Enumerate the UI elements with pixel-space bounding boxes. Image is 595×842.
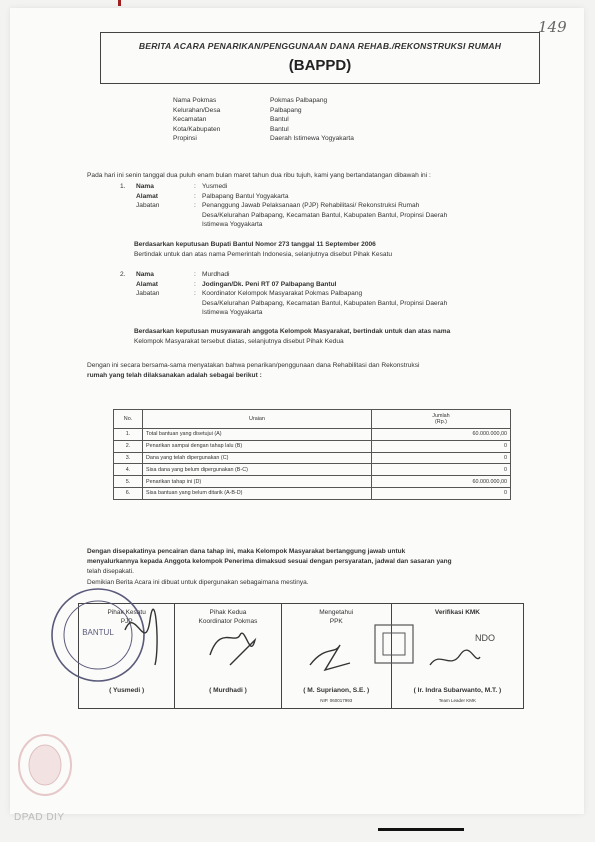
signature-graphics: [40, 585, 530, 715]
table-header-row: [114, 410, 511, 429]
document-title: BERITA ACARA PENARIKAN/PENGGUNAAN DANA REHAB./REKONSTRUKSI RUMAH: [138, 41, 502, 51]
intro-text: Pada hari ini senin tanggal dua puluh enam bulan maret tahun dua ribu tujuh, kami yang bertandatangan dibawah ini :: [87, 172, 431, 179]
footer-watermark: DPAD DIY: [14, 812, 65, 823]
party-two-basis: Berdasarkan keputusan musyawarah anggota Kelompok Masyarakat, bertindak untuk dan atas nama: [134, 328, 451, 335]
info-row: Propinsi Daerah Istimewa Yogyakarta: [173, 135, 354, 143]
closing-line-2: menyalurkannya kepada Anggota kelompok Penerima dimaksud sesuai dengan persyaratan, jadwal dan sasaran yang: [87, 558, 452, 565]
closing-line-3: telah disepakati.: [87, 568, 134, 575]
closing-line-4: Demikian Berita Acara ini dibuat untuk dipergunakan sebagaimana mestinya.: [87, 579, 309, 586]
scan-bar: [378, 828, 464, 831]
table-row: 1. Total bantuan yang disetujui (A) 60.000.000,00: [114, 429, 511, 441]
signature-kmk: [430, 650, 480, 665]
column-header-no: No.: [114, 410, 143, 429]
column-header-jumlah: Jumlah (Rp.): [372, 410, 511, 429]
signature-ppk: Mengetahui PPK ( M. Suprianon, S.E. ) NIP. 060017993: [282, 604, 392, 708]
svg-text:BANTUL: BANTUL: [82, 628, 114, 637]
page-number: 149: [538, 18, 567, 36]
watermark-logo-icon: [14, 730, 76, 800]
svg-text:NDO: NDO: [475, 633, 495, 643]
signature-kmk: Verifikasi KMK ( Ir. Indra Subarwanto, M.T. ) Team Leader KMK: [413, 609, 502, 703]
info-row: Kelurahan/Desa Palbapang: [173, 106, 302, 114]
pokmas-info: [173, 96, 354, 144]
party-two: 2. Nama : Murdhadi Alamat : Jodingan/Dk. Peni RT 07 Palbapang Bantul Jabatan : Koordinator Kelompok Masyarakat Pokmas Palbapang Desa/Kelurahan Palbapang, Kecamatan Bantul, Kabupaten Bantul, Propinsi Daerah Istimewa Yogyakarta: [120, 271, 448, 317]
party-one: 1. Nama : Yusmedi Alamat : Palbapang Bantul Yogyakarta Jabatan : Penanggung Jawab Pelaksanaan (PJP) Rehabilitasi/ Rekonstruksi Rumah Desa/Kelurahan Palbapang, Kecamatan Bantul, Kabupaten Bantul, Propinsi Daerah Istimewa Yogyakarta: [120, 183, 448, 229]
info-row: Kecamatan Bantul: [173, 116, 289, 124]
closing-line-1: Dengan disepakatinya pencairan dana tahap ini, maka Kelompok Masyarakat bertanggung jawab untuk: [87, 548, 406, 555]
info-row: Kota/Kabupaten Bantul: [173, 125, 289, 133]
signature-murdhadi: [210, 633, 255, 665]
party-one-basis: Berdasarkan keputusan Bupati Bantul Nomor 273 tanggal 11 September 2006: [134, 241, 376, 248]
statement-line-1: Dengan ini secara bersama-sama menyatakan bahwa penarikan/penggunaan dana Rehabilitasi dan Rekonstruksi: [87, 362, 420, 369]
table-row: 3. Dana yang telah dipergunakan (C) 0: [114, 452, 511, 464]
signature-pjp: Pihak Kesatu PJP ( Yusmedi ): [79, 604, 175, 708]
party-two-basis-cont: Kelompok Masyarakat tersebut diatas, selanjutnya disebut Pihak Kedua: [134, 338, 344, 345]
statement-line-2: rumah yang telah dilaksanakan adalah sebagai berikut :: [87, 372, 262, 379]
table-row: 2. Penarikan sampai dengan tahap lalu (B) 0: [114, 440, 511, 452]
official-stamp: [52, 589, 144, 681]
document-abbreviation: (BAPPD): [288, 57, 352, 74]
signature-koordinator: Pihak Kedua Koordinator Pokmas ( Murdhadi ): [175, 604, 281, 708]
fund-table: [113, 409, 511, 500]
table-row: 4. Sisa dana yang belum dipergunakan (B-C) 0: [114, 464, 511, 476]
company-stamp: [375, 625, 495, 663]
title-box: [100, 32, 540, 84]
table-row: 5. Penarikan tahap ini (D) 60.000.000,00: [114, 476, 511, 488]
red-mark: [118, 0, 121, 6]
info-row: Nama Pokmas Pokmas Palbapang: [173, 97, 328, 104]
column-header-uraian: Uraian: [143, 410, 372, 429]
signature-ppk: [310, 645, 350, 670]
table-row: 6. Sisa bantuan yang belum ditarik (A-B-D) 0: [114, 487, 511, 499]
party-one-acting: Bertindak untuk dan atas nama Pemerintah Indonesia, selanjutnya disebut Pihak Kesatu: [134, 251, 393, 258]
